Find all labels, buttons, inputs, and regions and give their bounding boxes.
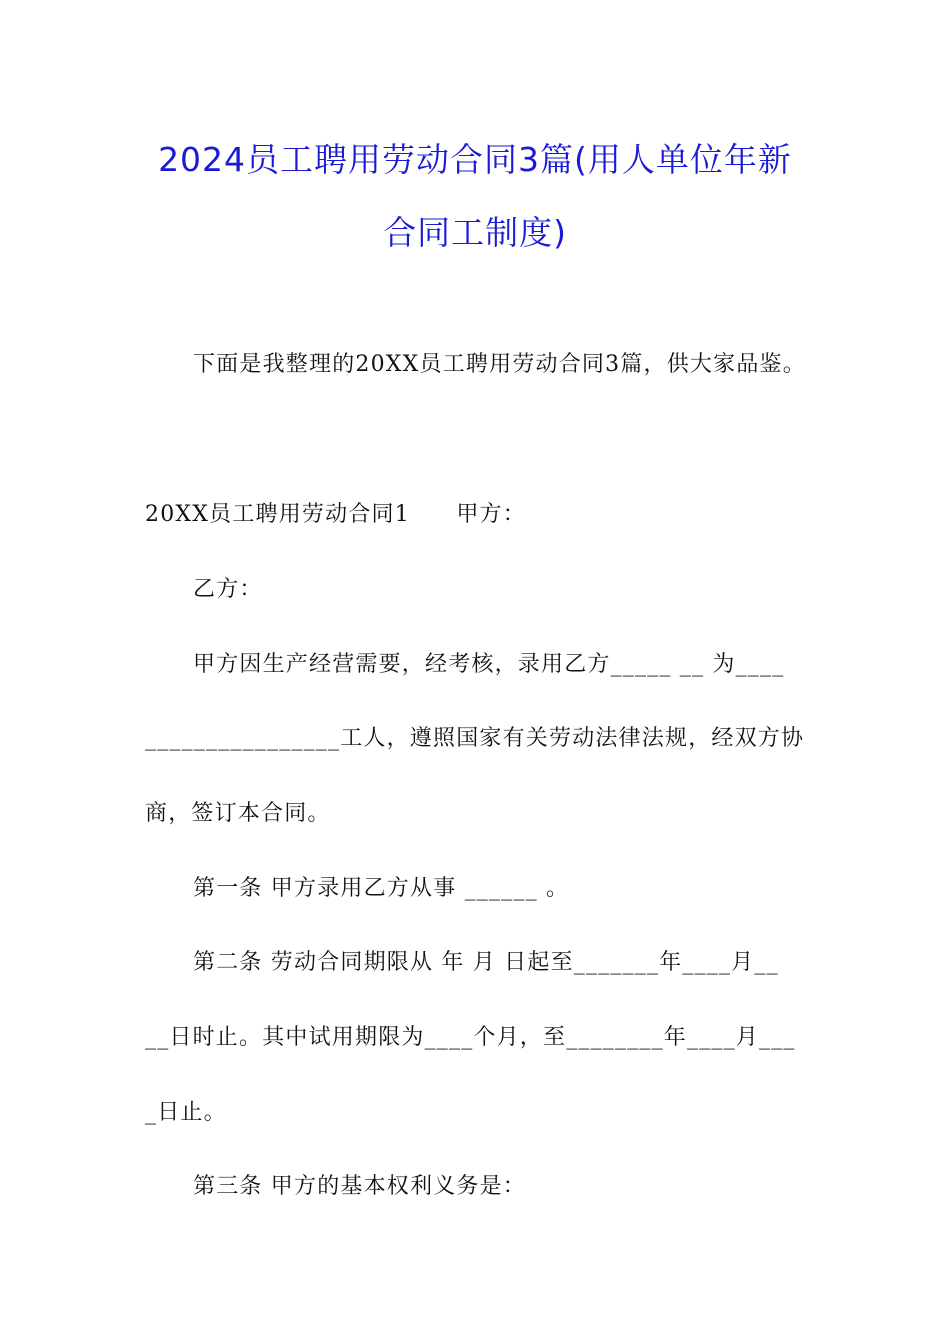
body-paragraph-line: 甲方因生产经营需要，经考核，录用乙方_____ __ 为____ (193, 652, 785, 677)
article-1: 第一条 甲方录用乙方从事 ______ 。 (193, 876, 570, 901)
intro-paragraph: 下面是我整理的20XX员工聘用劳动合同3篇，供大家品鉴。 (193, 352, 806, 377)
article-2-line: __日时止。其中试用期限为____个月，至________年____月___ (145, 1025, 796, 1050)
article-3: 第三条 甲方的基本权利义务是： (193, 1174, 526, 1199)
article-2-line: 第二条 劳动合同期限从 年 月 日起至_______年____月__ (193, 950, 779, 975)
document-title-line-2: 合同工制度) (383, 213, 567, 252)
contract-heading-party-a: 20XX员工聘用劳动合同1 甲方： (145, 502, 526, 527)
party-b-line: 乙方： (193, 577, 263, 602)
body-paragraph-line: ________________工人，遵照国家有关劳动法律法规，经双方协 (145, 726, 805, 751)
article-2-line: _日止。 (145, 1100, 227, 1125)
document-title-line-1: 2024员工聘用劳动合同3篇(用人单位年新 (158, 140, 792, 179)
body-paragraph-line: 商，签订本合同。 (145, 801, 331, 826)
